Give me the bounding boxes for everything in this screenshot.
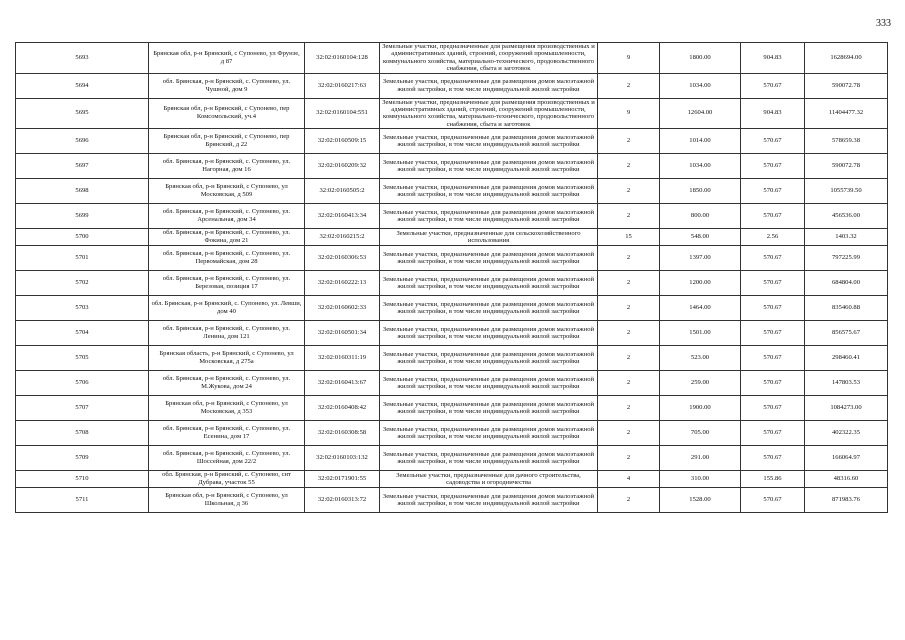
row-group-code: 2	[598, 488, 660, 513]
row-address: обл. Брянская, р-н Брянский, с. Супонево, ул. М.Жукова, дом 24	[149, 371, 305, 396]
row-group-code: 2	[598, 154, 660, 179]
row-cadastral-value: 578659.38	[805, 129, 888, 154]
row-id: 5701	[16, 246, 149, 271]
row-id: 5708	[16, 421, 149, 446]
row-land-purpose: Земельные участки, предназначенные для размещения домов малоэтажной жилой застройки, в том числе индивидуальной жилой застройки	[380, 488, 598, 513]
row-rate: 570.67	[741, 371, 805, 396]
row-id: 5695	[16, 98, 149, 129]
row-land-purpose: Земельные участки, предназначенные для размещения домов малоэтажной жилой застройки, в том числе индивидуальной жилой застройки	[380, 446, 598, 471]
row-cadastral-value: 684804.00	[805, 271, 888, 296]
row-rate: 570.67	[741, 73, 805, 98]
row-area: 310.00	[660, 471, 741, 488]
row-address: Брянская обл, р-н Брянский, с Супонево, пер Комсомольский, уч.4	[149, 98, 305, 129]
row-cadastral-number: 32:02:0160217:63	[305, 73, 380, 98]
row-cadastral-value: 797225.99	[805, 246, 888, 271]
row-cadastral-value: 1403.32	[805, 229, 888, 246]
table-row	[16, 179, 888, 204]
row-rate: 2.56	[741, 229, 805, 246]
table-row	[16, 246, 888, 271]
row-address: обл. Брянская, р-н Брянский, с. Супонево, ул. Березовая, позиция 17	[149, 271, 305, 296]
row-rate: 570.67	[741, 154, 805, 179]
row-address: обл. Брянская, р-н Брянский, с. Супонево, ул. Ленина, дом 121	[149, 321, 305, 346]
row-area: 1528.00	[660, 488, 741, 513]
table-row	[16, 271, 888, 296]
row-land-purpose: Земельные участки, предназначенные для размещения домов малоэтажной жилой застройки, в том числе индивидуальной жилой застройки	[380, 396, 598, 421]
row-area: 259.00	[660, 371, 741, 396]
row-cadastral-value: 1628694.00	[805, 43, 888, 74]
row-cadastral-number: 32:02:0160313:72	[305, 488, 380, 513]
row-address: Брянская обл, р-н Брянский, с Супонево, ул Московская, д 509	[149, 179, 305, 204]
row-land-purpose: Земельные участки, предназначенные для сельскохозяйственного использования	[380, 229, 598, 246]
row-id: 5702	[16, 271, 149, 296]
row-land-purpose: Земельные участки, предназначенные для дачного строительства, садоводства и огородничества	[380, 471, 598, 488]
row-group-code: 15	[598, 229, 660, 246]
row-cadastral-number: 32:02:0160308:58	[305, 421, 380, 446]
row-cadastral-value: 402322.35	[805, 421, 888, 446]
table-row	[16, 488, 888, 513]
row-id: 5704	[16, 321, 149, 346]
row-land-purpose: Земельные участки, предназначенные для размещения домов малоэтажной жилой застройки, в том числе индивидуальной жилой застройки	[380, 129, 598, 154]
row-area: 1034.00	[660, 73, 741, 98]
row-group-code: 2	[598, 179, 660, 204]
row-land-purpose: Земельные участки, предназначенные для размещения домов малоэтажной жилой застройки, в том числе индивидуальной жилой застройки	[380, 371, 598, 396]
row-id: 5698	[16, 179, 149, 204]
row-rate: 570.67	[741, 346, 805, 371]
row-cadastral-number: 32:02:0160413:34	[305, 204, 380, 229]
row-cadastral-number: 32:02:0160209:32	[305, 154, 380, 179]
row-id: 5693	[16, 43, 149, 74]
row-id: 5697	[16, 154, 149, 179]
row-rate: 570.67	[741, 446, 805, 471]
row-area: 1850.00	[660, 179, 741, 204]
row-land-purpose: Земельные участки, предназначенные для размещения домов малоэтажной жилой застройки, в том числе индивидуальной жилой застройки	[380, 246, 598, 271]
row-area: 1200.00	[660, 271, 741, 296]
row-id: 5699	[16, 204, 149, 229]
row-id: 5694	[16, 73, 149, 98]
row-area: 1464.00	[660, 296, 741, 321]
row-rate: 570.67	[741, 179, 805, 204]
row-rate: 570.67	[741, 421, 805, 446]
row-cadastral-number: 32:02:0160311:19	[305, 346, 380, 371]
row-land-purpose: Земельные участки, предназначенные для размещения домов малоэтажной жилой застройки, в том числе индивидуальной жилой застройки	[380, 421, 598, 446]
row-address: Брянская обл, р-н Брянский, с Супонево, пер Брянский, д 22	[149, 129, 305, 154]
row-rate: 570.67	[741, 296, 805, 321]
row-rate: 570.67	[741, 271, 805, 296]
row-cadastral-number: 32:02:0160413:67	[305, 371, 380, 396]
row-area: 291.00	[660, 446, 741, 471]
row-id: 5710	[16, 471, 149, 488]
row-address: Брянская обл, р-н Брянский, с Супонево, ул Фрунзе, д 87	[149, 43, 305, 74]
table-row	[16, 346, 888, 371]
row-area: 1501.00	[660, 321, 741, 346]
row-group-code: 2	[598, 371, 660, 396]
row-rate: 570.67	[741, 204, 805, 229]
row-cadastral-number: 32:02:0160104:551	[305, 98, 380, 129]
table-row	[16, 296, 888, 321]
row-cadastral-number: 32:02:0171901:55	[305, 471, 380, 488]
row-group-code: 2	[598, 246, 660, 271]
row-address: обл. Брянская, р-н Брянский, с. Супонево, снт Дубрава, участок 55	[149, 471, 305, 488]
row-cadastral-value: 298460.41	[805, 346, 888, 371]
row-cadastral-number: 32:02:0160103:132	[305, 446, 380, 471]
row-id: 5700	[16, 229, 149, 246]
row-id: 5709	[16, 446, 149, 471]
row-group-code: 9	[598, 98, 660, 129]
page-number: 333	[876, 18, 891, 29]
row-rate: 570.67	[741, 321, 805, 346]
row-cadastral-number: 32:02:0160104:128	[305, 43, 380, 74]
row-group-code: 9	[598, 43, 660, 74]
row-rate: 570.67	[741, 396, 805, 421]
table-row	[16, 229, 888, 246]
row-cadastral-value: 590072.78	[805, 154, 888, 179]
row-address: обл. Брянская, р-н Брянский, с. Супонево, ул. Первомайская, дом 28	[149, 246, 305, 271]
row-id: 5703	[16, 296, 149, 321]
row-address: обл. Брянская, р-н Брянский, с. Супонево, ул. Нагорная, дом 16	[149, 154, 305, 179]
row-cadastral-number: 32:02:0160501:34	[305, 321, 380, 346]
row-area: 1034.00	[660, 154, 741, 179]
row-address: обл. Брянская, р-н Брянский, с. Супонево, ул. Чушной, дом 9	[149, 73, 305, 98]
row-group-code: 2	[598, 396, 660, 421]
row-area: 548.00	[660, 229, 741, 246]
row-cadastral-number: 32:02:0160505:2	[305, 179, 380, 204]
row-id: 5706	[16, 371, 149, 396]
row-cadastral-value: 856575.67	[805, 321, 888, 346]
row-address: Брянская обл, р-н Брянский, с Супонево, ул Школьная, д 36	[149, 488, 305, 513]
row-area: 1014.00	[660, 129, 741, 154]
row-group-code: 2	[598, 73, 660, 98]
table-row	[16, 129, 888, 154]
row-group-code: 2	[598, 271, 660, 296]
row-group-code: 2	[598, 321, 660, 346]
row-land-purpose: Земельные участки, предназначенные для размещения домов малоэтажной жилой застройки, в том числе индивидуальной жилой застройки	[380, 321, 598, 346]
cadastral-table	[15, 42, 888, 513]
row-rate: 155.86	[741, 471, 805, 488]
row-cadastral-value: 166064.97	[805, 446, 888, 471]
row-area: 705.00	[660, 421, 741, 446]
row-cadastral-value: 48316.60	[805, 471, 888, 488]
row-group-code: 2	[598, 446, 660, 471]
table-row	[16, 421, 888, 446]
row-address: обл. Брянская, р-н Брянский, с. Супонево, ул. Арсенальная, дом 34	[149, 204, 305, 229]
row-cadastral-value: 456536.00	[805, 204, 888, 229]
row-id: 5707	[16, 396, 149, 421]
row-rate: 570.67	[741, 246, 805, 271]
table-row	[16, 73, 888, 98]
table-row	[16, 204, 888, 229]
row-land-purpose: Земельные участки, предназначенные для размещения домов малоэтажной жилой застройки, в том числе индивидуальной жилой застройки	[380, 154, 598, 179]
row-cadastral-number: 32:02:0160306:53	[305, 246, 380, 271]
row-cadastral-value: 871983.76	[805, 488, 888, 513]
row-id: 5711	[16, 488, 149, 513]
row-land-purpose: Земельные участки, предназначенные для размещения домов малоэтажной жилой застройки, в том числе индивидуальной жилой застройки	[380, 179, 598, 204]
row-land-purpose: Земельные участки, предназначенные для размещения домов малоэтажной жилой застройки, в том числе индивидуальной жилой застройки	[380, 296, 598, 321]
table-row	[16, 98, 888, 129]
row-cadastral-number: 32:02:0160602:33	[305, 296, 380, 321]
row-cadastral-number: 32:02:0160215:2	[305, 229, 380, 246]
row-land-purpose: Земельные участки, предназначенные для размещения домов малоэтажной жилой застройки, в том числе индивидуальной жилой застройки	[380, 204, 598, 229]
row-rate: 904.83	[741, 98, 805, 129]
row-cadastral-value: 1084273.00	[805, 396, 888, 421]
row-address: Брянская обл, р-н Брянский, с Супонево, ул Московская, д 353	[149, 396, 305, 421]
row-cadastral-value: 11404477.32	[805, 98, 888, 129]
row-cadastral-number: 32:02:0160408:42	[305, 396, 380, 421]
row-area: 523.00	[660, 346, 741, 371]
row-land-purpose: Земельные участки, предназначенные для размещения производственных и административных зданий, строений, сооружений промышленности, коммунального хозяйства, материально-технического, продовольственного снабжения, сбыта и заготовок	[380, 43, 598, 74]
table-row	[16, 321, 888, 346]
row-area: 800.00	[660, 204, 741, 229]
row-cadastral-value: 590072.78	[805, 73, 888, 98]
table-row	[16, 471, 888, 488]
row-area: 1900.00	[660, 396, 741, 421]
table-row	[16, 43, 888, 74]
row-id: 5705	[16, 346, 149, 371]
row-address: Брянская область, р-н Брянский, с Супонево, ул Московская, д 275а	[149, 346, 305, 371]
row-group-code: 2	[598, 129, 660, 154]
row-address: обл. Брянская, р-н Брянский, с. Супонево, ул. Шоссейная, дом 22/2	[149, 446, 305, 471]
row-address: обл. Брянская, р-н Брянский, с. Супонево, ул. Есенина, дом 17	[149, 421, 305, 446]
row-area: 1800.00	[660, 43, 741, 74]
table-row	[16, 396, 888, 421]
row-group-code: 2	[598, 296, 660, 321]
row-land-purpose: Земельные участки, предназначенные для размещения домов малоэтажной жилой застройки, в том числе индивидуальной жилой застройки	[380, 73, 598, 98]
row-land-purpose: Земельные участки, предназначенные для размещения производственных и административных зданий, строений, сооружений промышленности, коммунального хозяйства, материально-технического, продовольственного снабжения, сбыта и заготовок	[380, 98, 598, 129]
row-rate: 904.83	[741, 43, 805, 74]
row-rate: 570.67	[741, 488, 805, 513]
row-area: 1397.00	[660, 246, 741, 271]
table-row	[16, 154, 888, 179]
row-id: 5696	[16, 129, 149, 154]
row-address: обл. Брянская, р-н Брянский, с. Супонево, ул. Фокина, дом 21	[149, 229, 305, 246]
row-area: 12604.00	[660, 98, 741, 129]
table-row	[16, 371, 888, 396]
row-cadastral-value: 147803.53	[805, 371, 888, 396]
row-group-code: 4	[598, 471, 660, 488]
row-rate: 570.67	[741, 129, 805, 154]
row-address: обл. Брянская, р-н Брянский, с. Супонево, ул. Левши, дом 40	[149, 296, 305, 321]
row-cadastral-number: 32:02:0160509:15	[305, 129, 380, 154]
row-cadastral-value: 1055739.50	[805, 179, 888, 204]
row-group-code: 2	[598, 204, 660, 229]
row-group-code: 2	[598, 346, 660, 371]
table-row	[16, 446, 888, 471]
row-land-purpose: Земельные участки, предназначенные для размещения домов малоэтажной жилой застройки, в том числе индивидуальной жилой застройки	[380, 346, 598, 371]
row-cadastral-number: 32:02:0160222:13	[305, 271, 380, 296]
row-cadastral-value: 835460.88	[805, 296, 888, 321]
row-group-code: 2	[598, 421, 660, 446]
row-land-purpose: Земельные участки, предназначенные для размещения домов малоэтажной жилой застройки, в том числе индивидуальной жилой застройки	[380, 271, 598, 296]
